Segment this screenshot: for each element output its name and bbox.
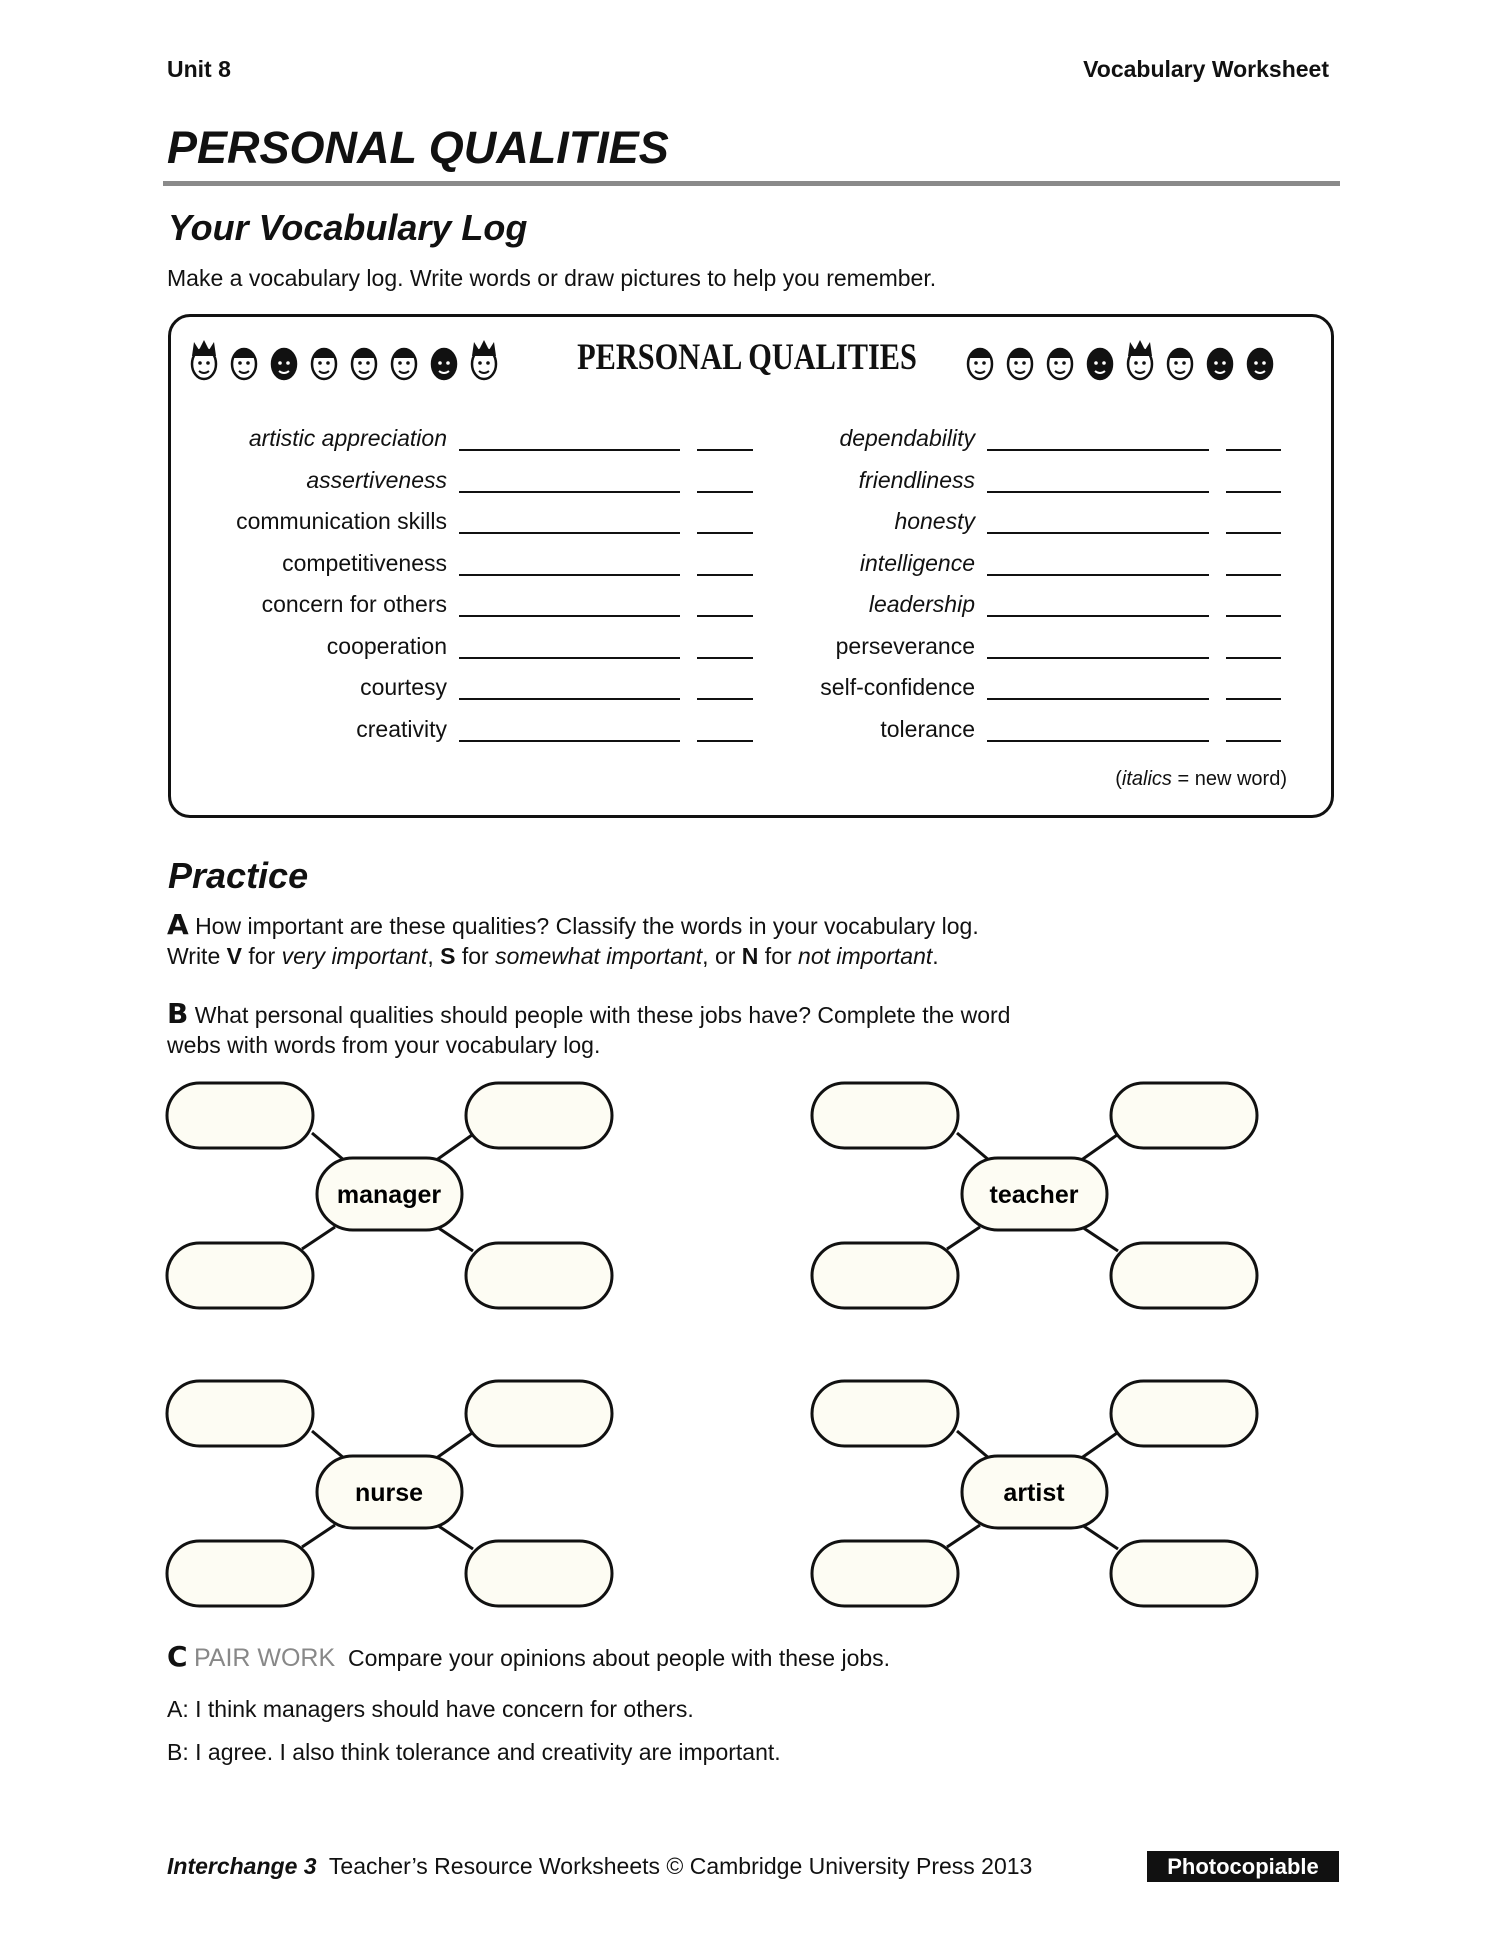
log-rating-blank[interactable] bbox=[1226, 615, 1281, 617]
web-connector bbox=[312, 1431, 345, 1459]
web-connector bbox=[1082, 1227, 1118, 1251]
log-word: honesty bbox=[894, 508, 975, 534]
answer-bubble[interactable] bbox=[167, 1541, 313, 1606]
log-rating-blank[interactable] bbox=[1226, 657, 1281, 659]
footer-credit bbox=[167, 1853, 1032, 1880]
exercise-c-line bbox=[167, 1640, 890, 1673]
answer-bubble[interactable] bbox=[167, 1243, 313, 1308]
word-web-teacher bbox=[809, 1080, 1259, 1312]
log-word: artistic appreciation bbox=[248, 425, 447, 451]
log-heading: Your Vocabulary Log bbox=[168, 207, 528, 248]
log-rating-blank[interactable] bbox=[1226, 740, 1281, 742]
log-word: leadership bbox=[868, 591, 975, 617]
log-definition-blank[interactable] bbox=[987, 491, 1209, 493]
exercise-a-line1 bbox=[167, 908, 979, 941]
web-connector bbox=[437, 1525, 473, 1549]
exercise-b-text: What personal qualities should people with these jobs have? Complete the word bbox=[194, 1002, 1011, 1028]
job-label: manager bbox=[336, 1181, 442, 1209]
exercise-a-text: How important are these qualities? Classify the words in your vocabulary log. bbox=[195, 913, 979, 939]
t: Write bbox=[167, 943, 227, 969]
web-connector bbox=[957, 1133, 990, 1161]
answer-bubble[interactable] bbox=[167, 1381, 313, 1446]
log-word: dependability bbox=[839, 425, 975, 451]
exercise-c-text: Compare your opinions about people with these jobs. bbox=[347, 1645, 891, 1671]
answer-bubble[interactable] bbox=[812, 1083, 958, 1148]
t: somewhat important bbox=[495, 943, 703, 969]
web-connector bbox=[957, 1431, 990, 1459]
log-word: perseverance bbox=[835, 633, 975, 659]
answer-bubble[interactable] bbox=[1111, 1541, 1257, 1606]
log-definition-blank[interactable] bbox=[459, 491, 680, 493]
answer-bubble[interactable] bbox=[1111, 1243, 1257, 1308]
log-rating-blank[interactable] bbox=[1226, 491, 1281, 493]
t: N bbox=[741, 943, 759, 969]
log-definition-blank[interactable] bbox=[459, 532, 680, 534]
banner-title: PERSONAL QUALITIES bbox=[577, 337, 917, 378]
word-web-artist bbox=[809, 1378, 1259, 1610]
t: , bbox=[427, 943, 441, 969]
answer-bubble[interactable] bbox=[167, 1083, 313, 1148]
log-rating-blank[interactable] bbox=[1226, 698, 1281, 700]
pair-work-label: PAIR WORK bbox=[193, 1644, 336, 1672]
dialog-b: B: I agree. I also think tolerance and creativity are important. bbox=[167, 1739, 781, 1765]
word-web-nurse bbox=[164, 1378, 614, 1610]
job-label: teacher bbox=[989, 1181, 1079, 1209]
word-web-manager bbox=[164, 1080, 614, 1312]
t: S bbox=[440, 943, 456, 969]
italics-note bbox=[1115, 768, 1287, 791]
log-definition-blank[interactable] bbox=[459, 574, 680, 576]
answer-bubble[interactable] bbox=[812, 1541, 958, 1606]
note-open: ( bbox=[1115, 768, 1122, 790]
answer-bubble[interactable] bbox=[466, 1243, 612, 1308]
log-definition-blank[interactable] bbox=[987, 615, 1209, 617]
t: for bbox=[455, 943, 496, 969]
web-connector bbox=[1080, 1433, 1117, 1459]
log-definition-blank[interactable] bbox=[987, 532, 1209, 534]
page-title: PERSONAL QUALITIES bbox=[167, 122, 669, 173]
answer-bubble[interactable] bbox=[812, 1243, 958, 1308]
practice-heading: Practice bbox=[168, 855, 309, 896]
t: . bbox=[932, 943, 939, 969]
log-rating-blank[interactable] bbox=[1226, 449, 1281, 451]
log-word: concern for others bbox=[261, 591, 447, 617]
book-title: Interchange 3 bbox=[167, 1853, 317, 1879]
log-rating-blank[interactable] bbox=[1226, 532, 1281, 534]
web-connector bbox=[302, 1227, 335, 1249]
job-label: artist bbox=[1003, 1479, 1065, 1507]
answer-bubble[interactable] bbox=[466, 1541, 612, 1606]
log-definition-blank[interactable] bbox=[459, 657, 680, 659]
t: not important bbox=[798, 943, 933, 969]
exercise-c-letter: C bbox=[167, 1640, 188, 1673]
worksheet-type: Vocabulary Worksheet bbox=[1083, 56, 1329, 82]
log-definition-blank[interactable] bbox=[987, 740, 1209, 742]
web-connector bbox=[435, 1135, 472, 1161]
log-definition-blank[interactable] bbox=[459, 698, 680, 700]
log-definition-blank[interactable] bbox=[459, 740, 680, 742]
log-definition-blank[interactable] bbox=[459, 615, 680, 617]
exercise-b-letter: B bbox=[167, 997, 189, 1030]
job-label: nurse bbox=[354, 1479, 424, 1507]
answer-bubble[interactable] bbox=[812, 1381, 958, 1446]
log-word: self-confidence bbox=[820, 674, 975, 700]
t: , or bbox=[702, 943, 742, 969]
title-divider bbox=[163, 181, 1340, 186]
log-word: intelligence bbox=[859, 550, 975, 576]
web-connector bbox=[302, 1525, 335, 1547]
answer-bubble[interactable] bbox=[1111, 1381, 1257, 1446]
exercise-a-line2 bbox=[167, 943, 939, 970]
unit-label: Unit 8 bbox=[167, 56, 231, 82]
log-word: cooperation bbox=[326, 633, 447, 659]
log-definition-blank[interactable] bbox=[459, 449, 680, 451]
t: very important bbox=[281, 943, 428, 969]
banner bbox=[0, 336, 1500, 386]
web-connector bbox=[435, 1433, 472, 1459]
web-connector bbox=[947, 1525, 980, 1547]
log-definition-blank[interactable] bbox=[987, 449, 1209, 451]
log-word: courtesy bbox=[360, 674, 447, 700]
exercise-b-line2: webs with words from your vocabulary log. bbox=[167, 1032, 601, 1058]
web-connector bbox=[437, 1227, 473, 1251]
footer-text: Teacher’s Resource Worksheets © Cambridge University Press 2013 bbox=[328, 1853, 1033, 1879]
dialog-a: A: I think managers should have concern for others. bbox=[167, 1696, 694, 1722]
log-word: creativity bbox=[356, 716, 447, 742]
answer-bubble[interactable] bbox=[466, 1083, 612, 1148]
note-italics: italics bbox=[1121, 768, 1172, 790]
log-word: tolerance bbox=[880, 716, 975, 742]
exercise-b-line1 bbox=[167, 997, 1010, 1030]
log-definition-blank[interactable] bbox=[987, 657, 1209, 659]
answer-bubble[interactable] bbox=[466, 1381, 612, 1446]
log-word: competitiveness bbox=[282, 550, 447, 576]
log-word: friendliness bbox=[858, 467, 975, 493]
log-definition-blank[interactable] bbox=[987, 574, 1209, 576]
log-word: assertiveness bbox=[306, 467, 447, 493]
log-rating-blank[interactable] bbox=[1226, 574, 1281, 576]
web-connector bbox=[947, 1227, 980, 1249]
log-word: communication skills bbox=[236, 508, 447, 534]
t: for bbox=[758, 943, 799, 969]
log-instruction: Make a vocabulary log. Write words or draw pictures to help you remember. bbox=[167, 265, 937, 291]
log-definition-blank[interactable] bbox=[987, 698, 1209, 700]
note-rest: = new word) bbox=[1171, 768, 1287, 790]
answer-bubble[interactable] bbox=[1111, 1083, 1257, 1148]
photocopiable-badge: Photocopiable bbox=[1147, 1851, 1339, 1882]
web-connector bbox=[312, 1133, 345, 1161]
t: V bbox=[226, 943, 242, 969]
web-connector bbox=[1082, 1525, 1118, 1549]
exercise-a-letter: A bbox=[167, 908, 189, 941]
web-connector bbox=[1080, 1135, 1117, 1161]
t: for bbox=[241, 943, 282, 969]
